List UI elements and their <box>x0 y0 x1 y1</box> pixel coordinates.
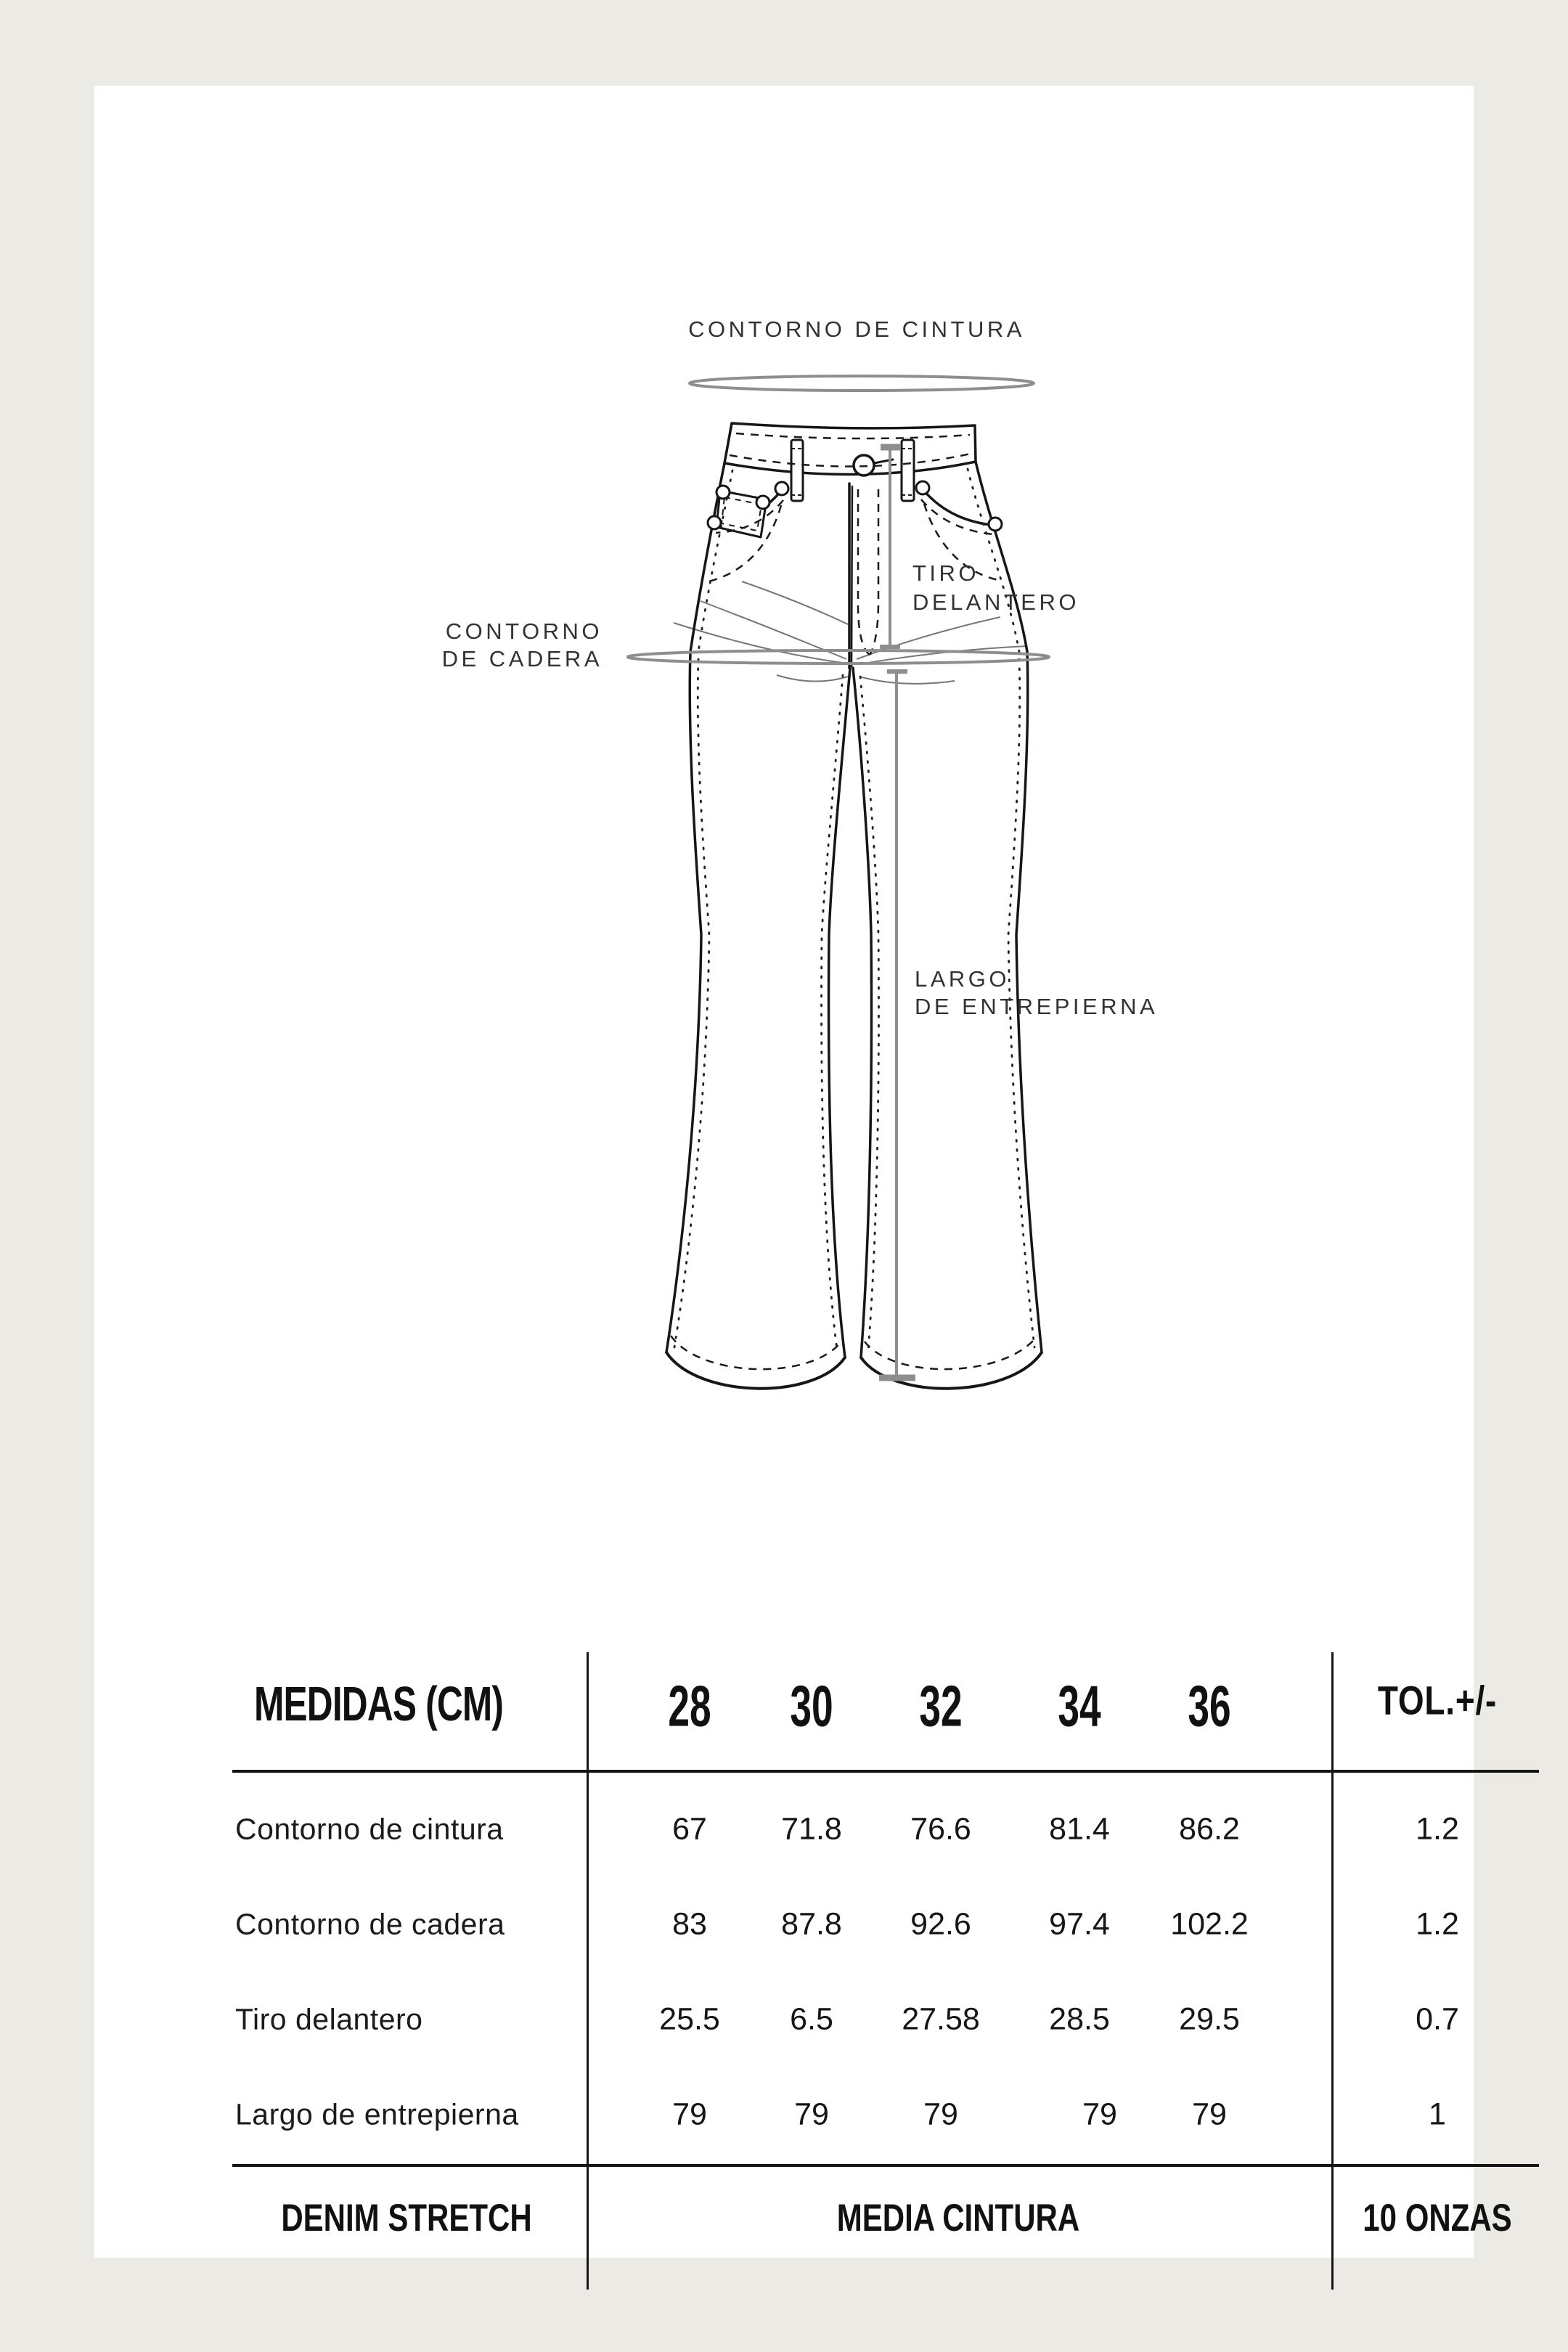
table-row-front-rise <box>232 1972 1539 2067</box>
cell-value: 29.5 <box>1179 2001 1240 2036</box>
rise-label-line1: TIRO <box>912 560 980 586</box>
cell-value: 25.5 <box>659 2001 720 2036</box>
inseam-label-line1: LARGO <box>915 966 1010 992</box>
table-row-inseam <box>232 2067 1539 2162</box>
cell-value: 67 <box>672 1811 707 1846</box>
inseam-label-line2: DE ENTREPIERNA <box>915 994 1159 1019</box>
cell-value: 81.4 <box>1049 1811 1110 1846</box>
cell-value: 87.8 <box>781 1906 842 1941</box>
cell-value: 28.5 <box>1049 2001 1110 2036</box>
fabric-label: DENIM STRETCH <box>281 2196 532 2239</box>
fit-label: MEDIA CINTURA <box>836 2196 1080 2239</box>
front-rise-measure-label <box>912 559 1079 617</box>
hip-label-line1: CONTORNO <box>445 618 603 644</box>
size-header-30: 30 <box>790 1673 833 1739</box>
cell-value: 6.5 <box>790 2001 833 2036</box>
size-header-32: 32 <box>919 1673 963 1739</box>
cell-value: 97.4 <box>1049 1906 1110 1941</box>
inseam-measure-label <box>915 965 1158 1021</box>
row-label: Largo de entrepierna <box>235 2097 519 2131</box>
size-header-36: 36 <box>1188 1673 1231 1739</box>
table-footer-row <box>232 2164 1539 2290</box>
cell-value: 86.2 <box>1179 1811 1240 1846</box>
table-header-row <box>232 1652 1539 1770</box>
table-row-hip <box>232 1877 1539 1972</box>
cell-tolerance: 0.7 <box>1416 2001 1459 2036</box>
waist-measure-label: CONTORNO DE CINTURA <box>688 317 1025 342</box>
cell-tolerance: 1 <box>1429 2096 1446 2131</box>
table-row-waist <box>232 1781 1539 1877</box>
size-header-34: 34 <box>1058 1673 1101 1739</box>
size-header-28: 28 <box>668 1673 711 1739</box>
table-body <box>232 1770 1539 2162</box>
cell-value: 76.6 <box>910 1811 971 1846</box>
hip-measure-label <box>356 618 603 673</box>
row-label: Contorno de cintura <box>235 1812 504 1845</box>
cell-value: 79 <box>923 2096 958 2131</box>
cell-value: 92.6 <box>910 1906 971 1941</box>
row-label: Tiro delantero <box>235 2002 423 2035</box>
hip-label-line2: DE CADERA <box>441 646 603 671</box>
rise-label-line2: DELANTERO <box>912 589 1079 615</box>
tolerance-header: TOL.+/- <box>1377 1677 1498 1723</box>
table-title: MEDIDAS (CM) <box>254 1677 504 1732</box>
cell-value: 71.8 <box>781 1811 842 1846</box>
cell-value: 79 <box>1082 2096 1117 2131</box>
measurements-table <box>232 1652 1539 2290</box>
jeans-technical-drawing <box>559 362 1082 1421</box>
cell-value: 83 <box>672 1906 707 1941</box>
measure-lines <box>628 376 1049 1378</box>
cell-tolerance: 1.2 <box>1416 1906 1459 1941</box>
row-label: Contorno de cadera <box>235 1907 505 1940</box>
size-guide-card <box>94 86 1512 2258</box>
cell-value: 102.2 <box>1170 1906 1249 1941</box>
cell-value: 79 <box>794 2096 829 2131</box>
fabric-weight-label: 10 ONZAS <box>1363 2196 1512 2239</box>
cell-tolerance: 1.2 <box>1416 1811 1459 1846</box>
jeans-figure <box>356 303 1256 1436</box>
cell-value: 79 <box>1192 2096 1227 2131</box>
cell-value: 27.58 <box>902 2001 980 2036</box>
cell-value: 79 <box>672 2096 707 2131</box>
